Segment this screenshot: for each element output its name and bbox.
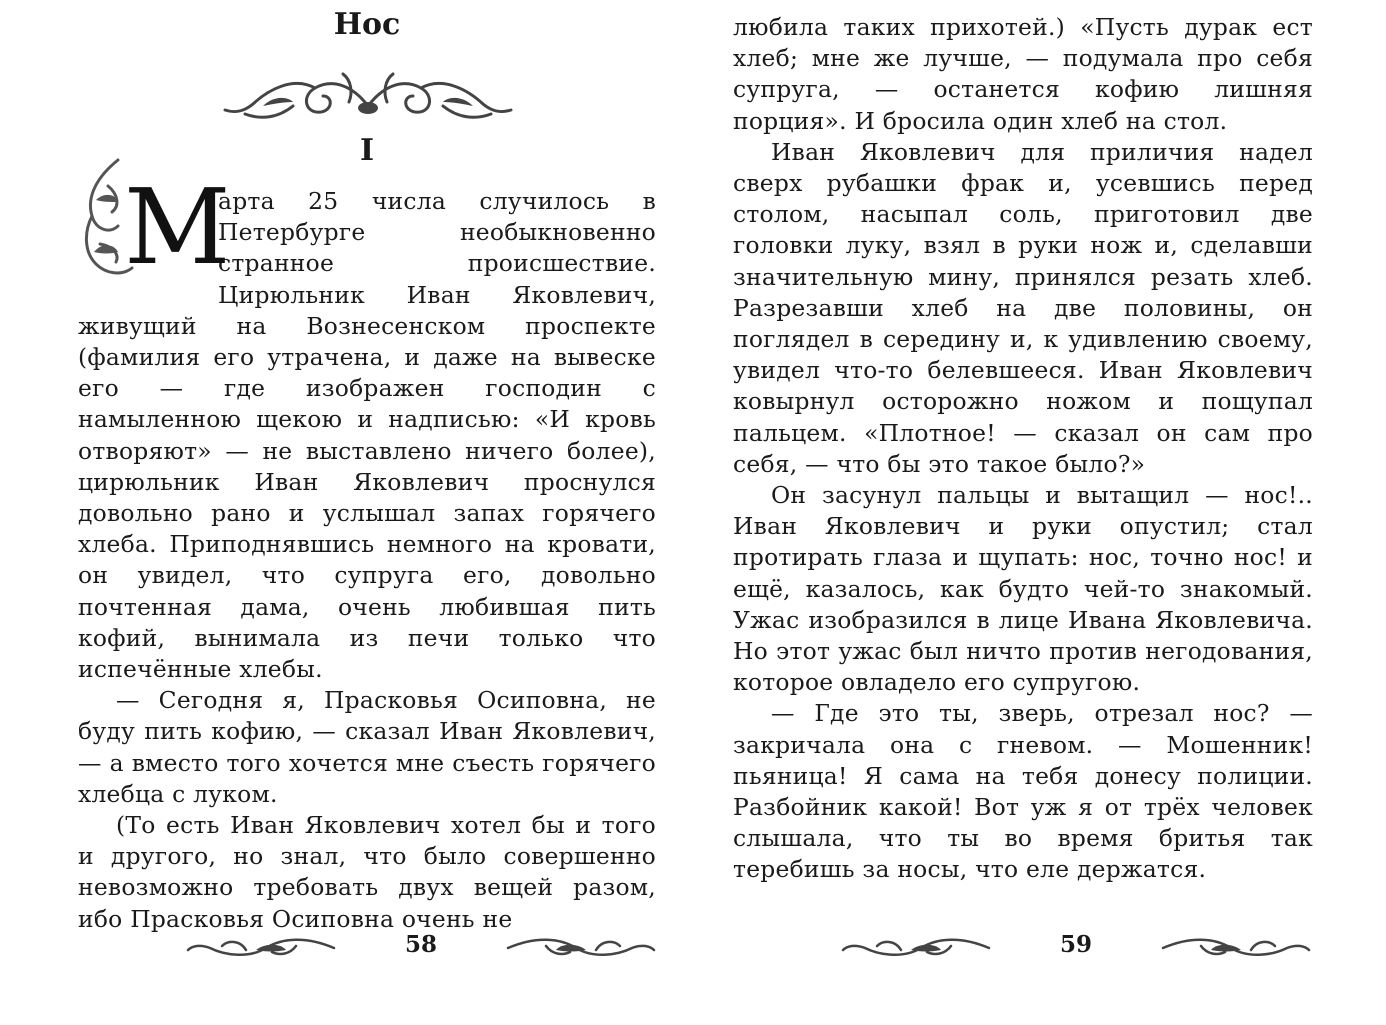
drop-cap-letter: М xyxy=(124,166,231,288)
right-footer xyxy=(841,922,1311,972)
left-page xyxy=(78,0,656,1025)
page-number: 59 xyxy=(1059,931,1092,958)
paragraph: Иван Яковлевич для приличия надел сверх рубашки фрак и, усевшись перед столом, насыпал соль, приготовил две головки луку, взял в руки нож и, сделавши значительную мину, принялся резать хлеб. Разрезавши хлеб на две половины, он поглядел в середину и, к удивлению своему, увидел что-то белевшееся. Иван Яковлевич ковырнул осторожно ножом и пощупал пальцем. «Плотное! — сказал он сам про себя, — что бы это такое было?» xyxy=(733,137,1313,478)
drop-cap xyxy=(78,166,231,288)
right-body-text xyxy=(733,12,1313,886)
footer-ornament-right-icon xyxy=(1161,932,1311,962)
paragraph: Он засунул пальцы и вытащил — нос!.. Иван Яковлевич и руки опустил; стал протирать глаза и щупать: нос, точно нос! и ещё, казалось, как будто чей-то знакомый. Ужас изобразился в лице Ивана Яковлевича. Но этот ужас был ничто против негодования, которое овладело его супругою. xyxy=(733,481,1313,697)
left-body-text xyxy=(78,166,656,935)
paragraph: — Сегодня я, Прасковья Осиповна, не буду пить кофию, — сказал Иван Яковлевич, — а вместо того хочется мне съесть горячего хлебца с луком. xyxy=(78,686,656,808)
paragraph: любила таких прихотей.) «Пусть дурак ест хлеб; мне же лучше, — подумала про себя супруга, — останется кофию лишняя порция». И бросила один хлеб на стол. xyxy=(733,13,1313,135)
paragraph: (То есть Иван Яковлевич хотел бы и того и другого, но знал, что было совершенно невозможно требовать двух вещей разом, ибо Прасковья Осиповна очень не xyxy=(78,811,656,933)
title-ornament-icon xyxy=(223,66,513,130)
paragraph: арта 25 числа случилось в Петербурге необыкновенно странное происшествие. Цирюльник Иван Яковлевич, живущий на Вознесенском проспекте (фамилия его утрачена, и даже на вывеске его — где изображен господин с намыленною щекою и надписью: «И кровь отворяют» — не выставлено ничего более), цирюльник Иван Яковлевич проснулся довольно рано и услышал запах горячего хлеба. Приподнявшись немного на кровати, он увидел, что супруга его, довольно почтенная дама, очень любившая пить кофий, вынимала из печи только что испечённые хлебы. xyxy=(78,187,656,684)
footer-ornament-right-icon xyxy=(506,932,656,962)
right-page xyxy=(733,0,1313,1025)
page-number: 58 xyxy=(404,931,437,958)
story-title: Нос xyxy=(333,7,401,42)
paragraph: — Где это ты, зверь, отрезал нос? — закричала она с гневом. — Мошенник! пьяница! Я сама на тебя донесу полиции. Разбойник какой! Вот уж я от трёх человек слышала, что ты во время бритья так теребишь за носы, что еле держатся. xyxy=(733,699,1313,884)
left-footer xyxy=(186,922,656,972)
chapter-numeral: I xyxy=(359,133,375,168)
